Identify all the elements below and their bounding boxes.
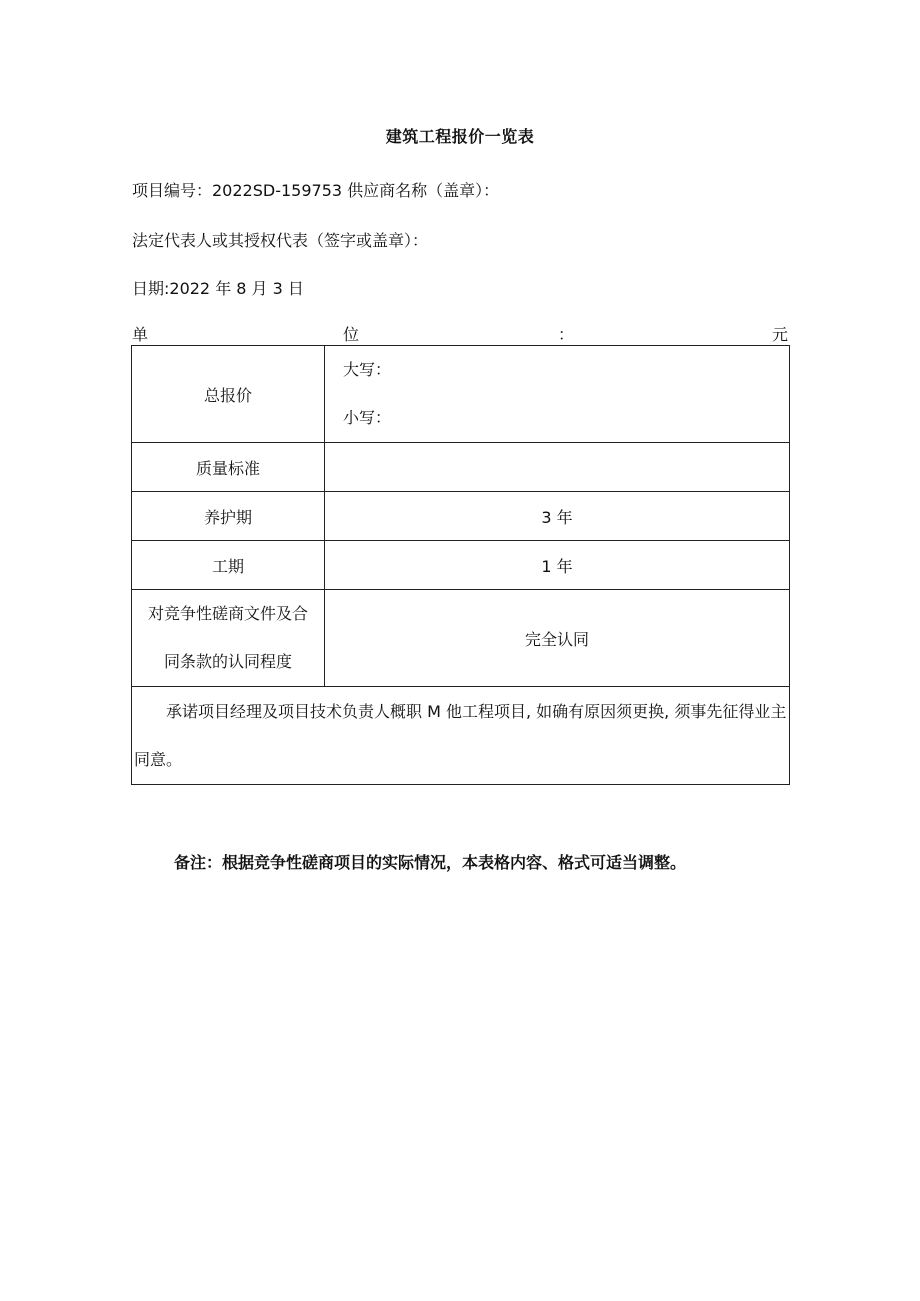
total-price-value-cell [325, 346, 790, 443]
date-line: 日期:2022 年 8 月 3 日 [132, 279, 304, 298]
representative-line: 法定代表人或其授权代表（签字或盖章）： [132, 231, 429, 250]
unit-char-1: 单 [132, 325, 149, 344]
quality-label: 质量标准 [132, 443, 325, 492]
footnote: 备注：根据竞争性磋商项目的实际情况，本表格内容、格式可适当调整。 [174, 853, 687, 872]
unit-currency: 元 [772, 325, 789, 344]
duration-label: 工期 [132, 541, 325, 590]
lowercase-amount-label: 小写： [343, 408, 392, 427]
acceptance-label-cell [132, 590, 325, 687]
table-row-quality [132, 443, 790, 492]
duration-value: 1 年 [325, 541, 790, 590]
project-info-line: 项目编号：2022SD-159753 供应商名称（盖章）： [132, 181, 500, 200]
table-row-maintenance [132, 492, 790, 541]
total-price-label: 总报价 [132, 346, 325, 443]
quote-table [131, 345, 790, 785]
acceptance-label-line-2: 同条款的认同程度 [163, 652, 292, 671]
unit-char-2: 位 [343, 325, 360, 344]
table-row-duration [132, 541, 790, 590]
maintenance-label: 养护期 [132, 492, 325, 541]
unit-colon: ： [558, 325, 575, 344]
acceptance-label-line-1: 对竞争性磋商文件及合 [147, 604, 308, 623]
maintenance-value: 3 年 [325, 492, 790, 541]
quality-value [325, 443, 790, 492]
table-row-commitment [132, 687, 790, 785]
unit-line [132, 322, 789, 344]
table-row-total-price [132, 346, 790, 443]
table-row-acceptance [132, 590, 790, 687]
page-title: 建筑工程报价一览表 [385, 127, 535, 146]
uppercase-amount-label: 大写： [343, 360, 392, 379]
acceptance-value: 完全认同 [325, 590, 790, 687]
commitment-text: 承诺项目经理及项目技术负责人穊职 M 他工程项目, 如确有原因须更换, 须事先征得业主同意。 [132, 687, 790, 785]
